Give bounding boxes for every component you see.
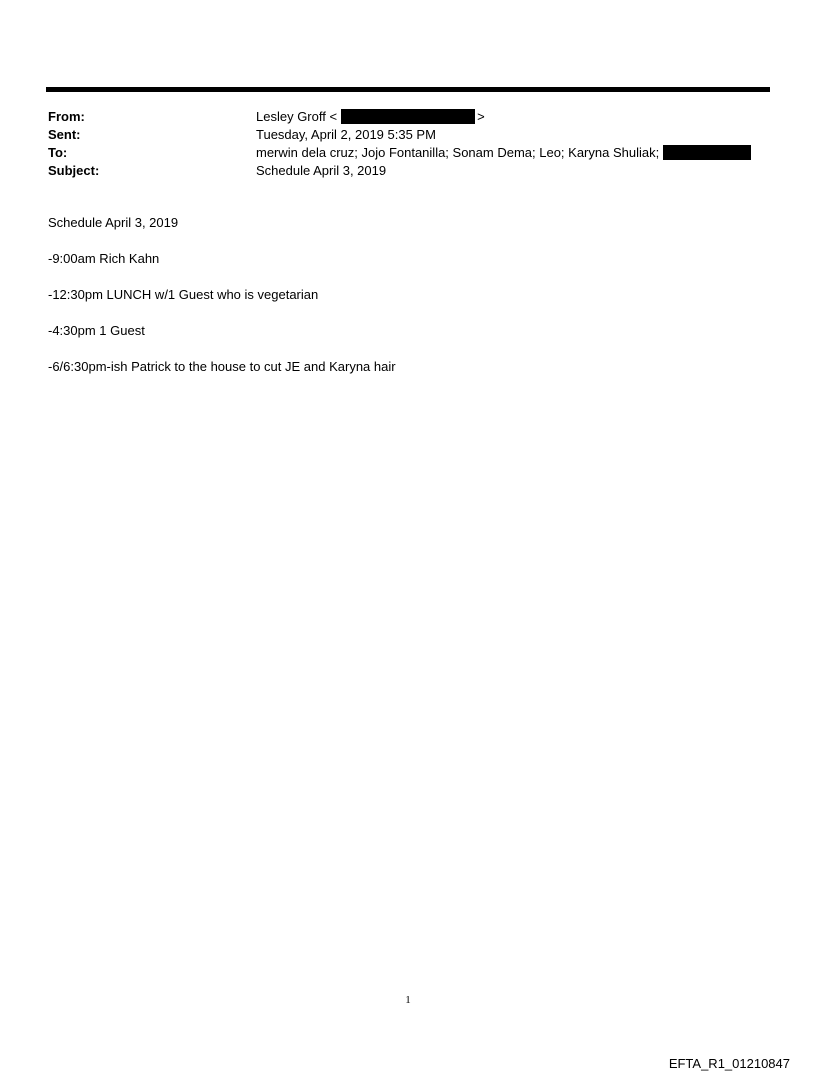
- from-row: [48, 108, 770, 126]
- subject-row: [48, 162, 770, 180]
- email-header: [48, 108, 770, 180]
- sent-label: Sent:: [48, 127, 81, 142]
- to-label: To:: [48, 145, 68, 160]
- redacted-email: [341, 109, 475, 124]
- subject-value: Schedule April 3, 2019: [256, 163, 387, 178]
- email-body: [48, 214, 768, 394]
- body-line: Schedule April 3, 2019: [48, 215, 179, 230]
- from-close-bracket: >: [477, 109, 485, 124]
- to-value: merwin dela cruz; Jojo Fontanilla; Sonam Dema; Leo; Karyna Shuliak;: [256, 145, 660, 160]
- page-number: 1: [405, 994, 411, 1006]
- from-name: Lesley Groff: [256, 109, 326, 124]
- from-label: From:: [48, 109, 85, 124]
- subject-label: Subject:: [48, 163, 100, 178]
- sent-value: Tuesday, April 2, 2019 5:35 PM: [256, 127, 436, 142]
- body-line: -12:30pm LUNCH w/1 Guest who is vegetarian: [48, 287, 319, 302]
- redacted-recipient: [663, 145, 751, 160]
- sent-row: [48, 126, 770, 144]
- body-line: -4:30pm 1 Guest: [48, 323, 145, 338]
- to-row: [48, 144, 770, 162]
- from-value: [256, 108, 485, 126]
- body-line: -6/6:30pm-ish Patrick to the house to cut JE and Karyna hair: [48, 359, 396, 374]
- header-divider: [46, 87, 770, 92]
- to-value-container: [256, 144, 751, 162]
- from-open-bracket: <: [329, 109, 338, 124]
- document-id: EFTA_R1_01210847: [668, 1056, 790, 1071]
- body-line: -9:00am Rich Kahn: [48, 251, 160, 266]
